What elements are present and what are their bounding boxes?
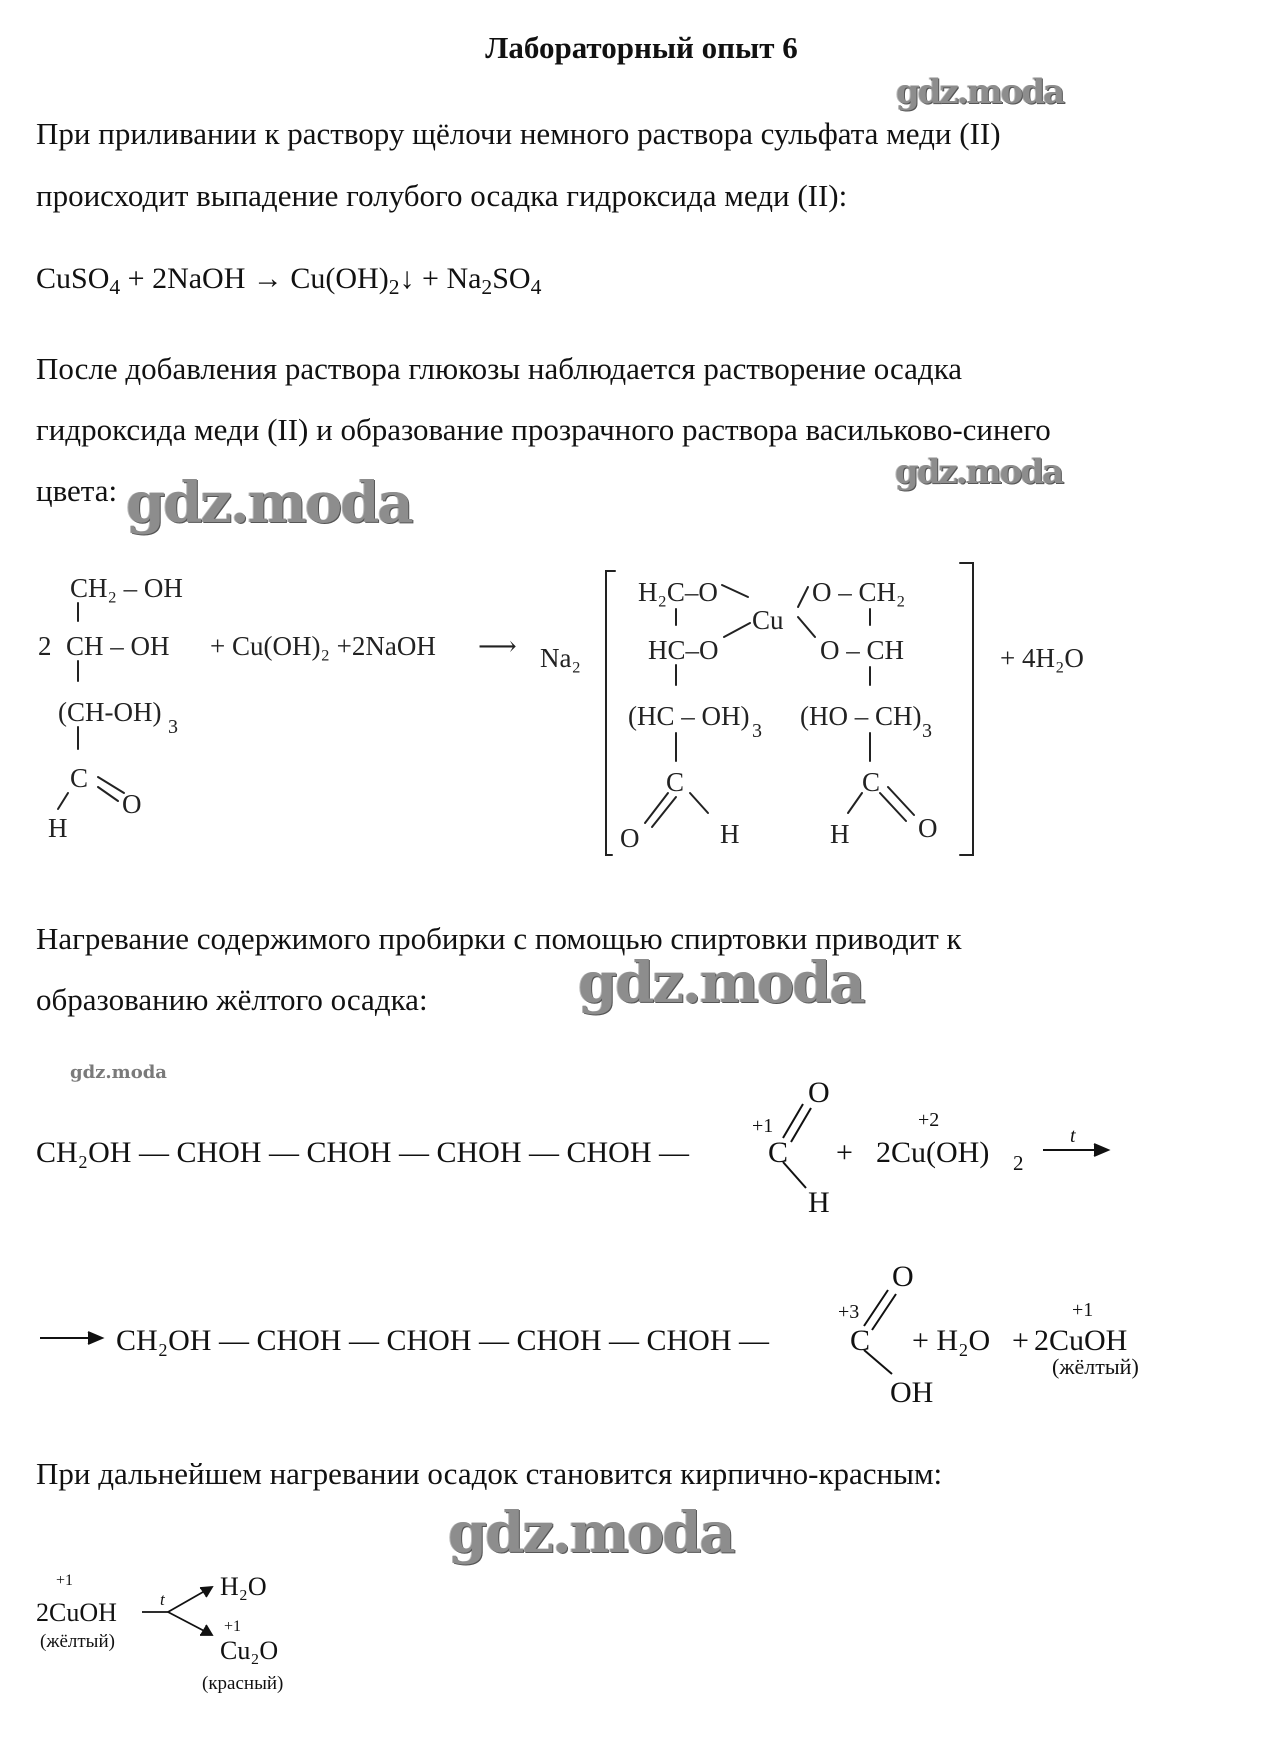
hw-na2: Na₂ bbox=[540, 643, 581, 673]
hw-o-ch: O – CH bbox=[820, 635, 905, 665]
eq1-plus: + bbox=[422, 262, 439, 295]
hw-ho-ch3: (HO – CH) bbox=[800, 701, 922, 731]
eq4-reactant-note: (жёлтый) bbox=[40, 1631, 115, 1652]
eq1-sub: 4 bbox=[530, 275, 542, 300]
eq2-oxidation: +2 bbox=[918, 1109, 940, 1131]
paragraph-line: После добавления раствора глюкозы наблюдается растворение осадка bbox=[36, 351, 963, 386]
hw-ch2oh: CH₂ – OH bbox=[70, 573, 183, 603]
eq3-chain: CH₂OH — CHOH — CHOH — CHOH — CHOH — bbox=[116, 1324, 769, 1357]
eq1-sub: 4 bbox=[109, 275, 121, 300]
eq1-product1: Cu(OH) bbox=[290, 262, 389, 295]
eq1-arrow: → bbox=[252, 262, 283, 295]
paragraph-line: При приливании к раствору щёлочи немного раствора сульфата меди (II) bbox=[36, 116, 1001, 151]
eq4-oxidation: +1 bbox=[224, 1618, 242, 1635]
eq1-plus: + bbox=[127, 262, 145, 295]
hw-cu: Cu bbox=[752, 605, 784, 635]
paragraph-line: гидроксида меди (II) и образование прозрачного раствора васильково-синего bbox=[36, 412, 1051, 447]
watermark: gdz.moda bbox=[578, 950, 864, 1016]
eq2-chain: CH₂OH — CHOH — CHOH — CHOH — CHOH — bbox=[36, 1136, 689, 1169]
eq3-note: (жёлтый) bbox=[1052, 1354, 1139, 1379]
eq3-oxidation: +3 bbox=[838, 1301, 860, 1323]
hw-c: C bbox=[862, 767, 881, 797]
hw-sub3: 3 bbox=[168, 716, 178, 738]
hw-o: O bbox=[620, 823, 640, 853]
eq3-product: 2CuOH bbox=[1034, 1324, 1128, 1357]
eq4-reactant: 2CuOH bbox=[36, 1598, 117, 1627]
eq3-plus: + bbox=[1012, 1324, 1029, 1357]
eq4-product1: H₂O bbox=[220, 1572, 267, 1601]
eq1-sub: 2 bbox=[481, 275, 493, 300]
eq3-plus-h2o: + H₂O bbox=[912, 1324, 991, 1357]
watermark: gdz.moda bbox=[896, 72, 1064, 112]
hw-coef: 2 bbox=[38, 631, 52, 661]
hw-c: C bbox=[70, 763, 89, 793]
paragraph-1 bbox=[36, 105, 1256, 224]
hw-plus-h2o: + 4H₂O bbox=[1000, 643, 1084, 673]
hw-o-ch2: O – CH₂ bbox=[812, 577, 906, 607]
hw-h2co: H₂C–O bbox=[638, 577, 718, 607]
hw-arrow: ⟶ bbox=[478, 631, 517, 661]
hw-hc-oh3: (HC – OH) bbox=[628, 701, 750, 731]
hw-choh: CH – OH bbox=[66, 631, 170, 661]
paragraph-line: цвета: bbox=[36, 473, 118, 508]
hw-h: H bbox=[830, 819, 850, 849]
equation-3 bbox=[0, 1250, 1283, 1420]
hw-choh3: (CH-OH) bbox=[58, 697, 162, 727]
hw-h: H bbox=[720, 819, 740, 849]
paragraph-3 bbox=[36, 910, 1256, 1028]
paragraph-line: Нагревание содержимого пробирки с помощью спиртовки приводит к bbox=[36, 921, 962, 956]
eq2-sub: 2 bbox=[1013, 1151, 1024, 1175]
eq2-o: O bbox=[808, 1076, 830, 1109]
hw-sub3: 3 bbox=[752, 720, 762, 742]
eq4-t: t bbox=[160, 1590, 165, 1609]
eq3-o: O bbox=[892, 1260, 914, 1293]
eq1-reactant1: CuSO bbox=[36, 262, 110, 295]
equation-2 bbox=[0, 1060, 1283, 1230]
eq3-oxidation: +1 bbox=[1072, 1299, 1094, 1321]
watermark: gdz.moda bbox=[70, 1062, 167, 1083]
eq2-oxidation: +1 bbox=[752, 1115, 774, 1137]
paragraph-4 bbox=[36, 1445, 1256, 1502]
eq1-sub: 2 bbox=[388, 275, 400, 300]
page-title: Лабораторный опыт 6 bbox=[485, 30, 798, 65]
eq1-product2: Na bbox=[446, 262, 482, 295]
eq2-reagent: 2Cu(OH) bbox=[876, 1136, 990, 1169]
eq4-oxidation: +1 bbox=[56, 1572, 74, 1589]
eq1-product2-b: SO bbox=[492, 262, 531, 295]
eq2-t: t bbox=[1070, 1125, 1076, 1147]
watermark: gdz.moda bbox=[895, 452, 1063, 492]
eq3-c: C bbox=[850, 1324, 871, 1357]
hw-reagents: + Cu(OH)₂ +2NaOH bbox=[210, 631, 436, 661]
paragraph-line: образованию жёлтого осадка: bbox=[36, 982, 428, 1017]
paragraph-2 bbox=[36, 340, 1266, 519]
hw-o: O bbox=[122, 789, 142, 819]
eq1-reactant2: 2NaOH bbox=[152, 262, 246, 295]
hw-hco: HC–O bbox=[648, 635, 719, 665]
watermark: gdz.moda bbox=[126, 470, 412, 536]
eq1-precipitate: ↓ bbox=[399, 262, 415, 295]
handwritten-reaction bbox=[0, 555, 1283, 885]
hw-c: C bbox=[666, 767, 685, 797]
eq4-product2-note: (красный) bbox=[202, 1673, 284, 1694]
eq2-plus: + bbox=[836, 1136, 853, 1169]
eq2-c: C bbox=[768, 1136, 789, 1169]
eq4-product2: Cu₂O bbox=[220, 1636, 279, 1665]
paragraph-line: происходит выпадение голубого осадка гидроксида меди (II): bbox=[36, 178, 848, 213]
watermark: gdz.moda bbox=[448, 1500, 734, 1566]
paragraph-line: При дальнейшем нагревании осадок становится кирпично-красным: bbox=[36, 1456, 943, 1491]
equation-1 bbox=[36, 262, 542, 300]
eq3-oh: OH bbox=[890, 1376, 934, 1409]
eq2-h: H bbox=[808, 1186, 830, 1219]
equation-4 bbox=[0, 1555, 420, 1715]
hw-sub3: 3 bbox=[922, 720, 932, 742]
hw-h: H bbox=[48, 813, 68, 843]
hw-o: O bbox=[918, 813, 938, 843]
